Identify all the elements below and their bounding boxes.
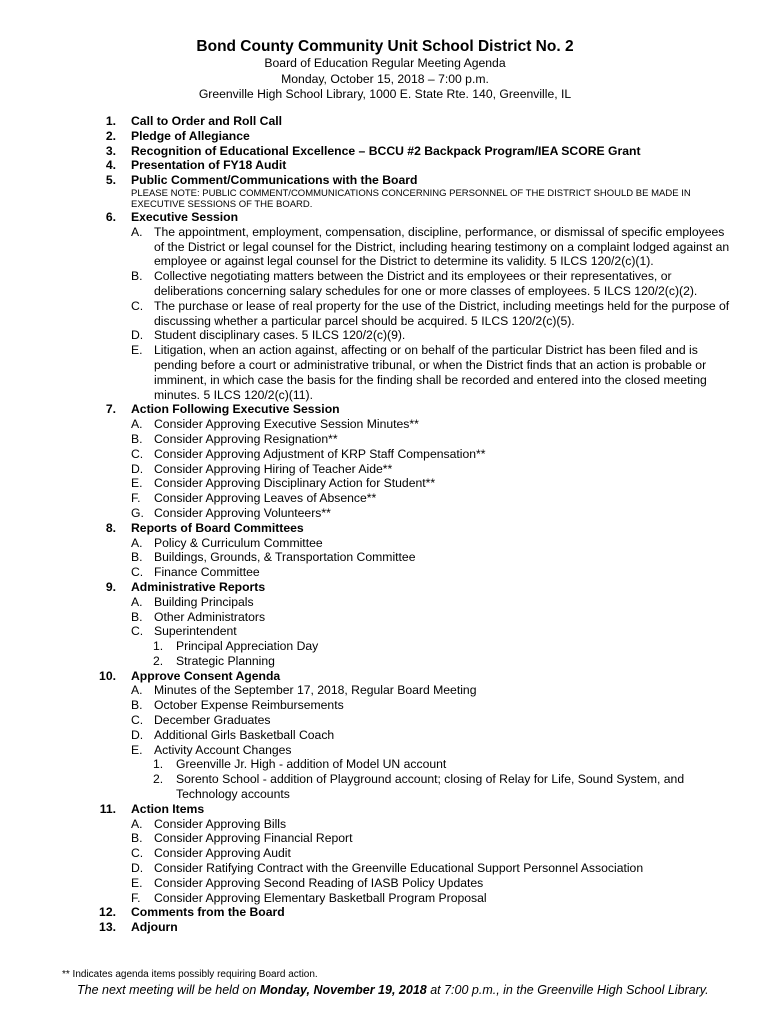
agenda-item — [92, 129, 732, 144]
agenda-subitem-letter: A. — [131, 417, 143, 432]
agenda-item-title: Approve Consent Agenda — [131, 668, 281, 683]
agenda-item-title: Action Following Executive Session — [131, 402, 340, 417]
agenda-subitem — [131, 610, 732, 625]
agenda-subitem-letter: G. — [131, 505, 144, 520]
agenda-subsubitem — [131, 654, 732, 669]
agenda-item-title: Adjourn — [131, 920, 178, 935]
meeting-location: Greenville High School Library, 1000 E. State Rte. 140, Greenville, IL — [198, 87, 572, 101]
agenda-item — [92, 802, 732, 906]
agenda-subitem-text: Collective negotiating matters between the District and its employees or their representatives, or deliberations concerning salary schedules for one or more classes of employees. 5 ILCS 120/2(c)(2). — [154, 269, 698, 298]
agenda-item — [92, 920, 732, 935]
agenda-subsubitem-text: Greenville Jr. High - addition of Model UN account — [176, 757, 447, 772]
agenda-subitem — [131, 462, 732, 477]
agenda-item-title: Call to Order and Roll Call — [131, 114, 283, 128]
agenda-subitem-letter: D. — [131, 861, 144, 876]
agenda-subitem — [131, 343, 732, 402]
agenda-subitem-text: Consider Approving Hiring of Teacher Aide** — [154, 461, 393, 476]
agenda-subitem-letter: C. — [131, 565, 144, 580]
district-title: Bond County Community Unit School District No. 2 — [196, 38, 574, 55]
footnote: ** Indicates agenda items possibly requiring Board action. — [62, 969, 318, 980]
agenda-subitem-text: Building Principals — [154, 594, 254, 609]
agenda-subitem-text: Consider Approving Second Reading of IASB Policy Updates — [154, 875, 484, 890]
agenda-subitem-text: December Graduates — [154, 713, 271, 728]
agenda-subsubitem-text: Principal Appreciation Day — [176, 639, 319, 654]
agenda-subitem-letter: E. — [131, 742, 143, 757]
agenda-subitem — [131, 624, 732, 639]
agenda-item-title: Presentation of FY18 Audit — [131, 158, 287, 173]
agenda-item-title: Administrative Reports — [131, 579, 266, 594]
agenda-item-note: PLEASE NOTE: PUBLIC COMMENT/COMMUNICATIONS CONCERNING PERSONNEL OF THE DISTRICT SHOULD BE MADE IN EXECUTIVE SESSIONS OF THE BOARD. — [131, 187, 691, 210]
agenda-item-number: 4. — [105, 158, 116, 173]
agenda-item-number: 11. — [99, 801, 116, 816]
agenda-subitem — [131, 861, 732, 876]
agenda-subitem — [131, 417, 732, 432]
agenda-subsubitem — [131, 639, 732, 654]
agenda-subitem — [131, 683, 732, 698]
agenda-subitem — [131, 491, 732, 506]
agenda-subitem-text: Activity Account Changes — [154, 742, 292, 757]
agenda-subitem-letter: A. — [131, 535, 143, 550]
agenda-subitem-letter: C. — [131, 298, 144, 313]
agenda-subitem — [131, 876, 732, 891]
agenda-item — [92, 158, 732, 173]
agenda-subitem — [131, 565, 732, 580]
next-meeting-prefix: The next meeting will be held on — [77, 983, 260, 997]
agenda-subitem — [131, 447, 732, 462]
agenda-item-number: 13. — [99, 920, 116, 935]
next-meeting — [77, 983, 709, 998]
agenda-item-title: Reports of Board Committees — [131, 520, 304, 535]
agenda-item-number: 5. — [105, 173, 116, 188]
agenda-subitem — [131, 550, 732, 565]
agenda-item-number: 1. — [105, 114, 116, 128]
agenda-subitem-letter: A. — [131, 816, 143, 831]
agenda-item — [92, 521, 732, 580]
agenda-subitem-letter: D. — [131, 461, 144, 476]
agenda-subitem-letter: B. — [131, 609, 143, 624]
agenda-item — [92, 173, 732, 210]
agenda-subitem-letter: B. — [131, 269, 143, 284]
agenda-item-title: Pledge of Allegiance — [131, 128, 250, 143]
agenda-item — [92, 669, 732, 802]
agenda-header — [0, 38, 770, 103]
agenda-subitem-letter: E. — [131, 343, 143, 358]
agenda-subitem — [131, 506, 732, 521]
agenda-subitem-letter: B. — [131, 550, 143, 565]
agenda-item-number: 10. — [99, 668, 116, 683]
agenda-subitem-letter: E. — [131, 476, 143, 491]
agenda-item — [92, 210, 732, 402]
agenda-item-number: 2. — [105, 128, 116, 143]
agenda-subsubitem-text: Sorento School - addition of Playground account; closing of Relay for Life, Sound System, and Technology accounts — [176, 772, 685, 802]
agenda-item-title: Public Comment/Communications with the Board — [131, 173, 418, 188]
agenda-subitem-text: Student disciplinary cases. 5 ILCS 120/2(c)(9). — [154, 328, 406, 343]
agenda-subitem-text: Additional Girls Basketball Coach — [154, 727, 335, 742]
agenda-subitem — [131, 817, 732, 832]
agenda-subitem-text: Consider Ratifying Contract with the Greenville Educational Support Personnel Association — [154, 861, 644, 876]
agenda-subitem-text: Finance Committee — [154, 565, 260, 580]
agenda-subsubitem — [131, 772, 732, 802]
agenda-subitem-text: Consider Approving Bills — [154, 816, 287, 831]
agenda-subitem-letter: B. — [131, 431, 143, 446]
next-meeting-suffix: at 7:00 p.m., in the Greenville High School Library. — [426, 983, 709, 997]
agenda-subitem — [131, 698, 732, 713]
meeting-type: Board of Education Regular Meeting Agenda — [264, 56, 506, 70]
agenda-subitem-text: Other Administrators — [154, 609, 266, 624]
agenda-subsubitem-number: 2. — [153, 772, 164, 787]
agenda-subitem-text: Superintendent — [154, 624, 237, 639]
agenda-subitem — [131, 831, 732, 846]
agenda-subitem — [131, 713, 732, 728]
agenda-subitem-text: Litigation, when an action against, affecting or on behalf of the particular District has been filed and is pending before a court or administrative tribunal, or when the District finds that an action is probable or imminent, in which case the basis for the finding shall be recorded and entered into the closed meeting minutes. 5 ILCS 120/2(c)(11). — [154, 343, 707, 402]
agenda-subitem-text: Consider Approving Elementary Basketball Program Proposal — [154, 890, 487, 905]
agenda-item-number: 7. — [105, 402, 116, 417]
agenda-item — [92, 905, 732, 920]
agenda-subitem-text: Consider Approving Leaves of Absence** — [154, 491, 377, 506]
agenda-list — [92, 114, 732, 935]
agenda-subitem-letter: E. — [131, 875, 143, 890]
agenda-item — [92, 114, 732, 129]
agenda-subitem — [131, 476, 732, 491]
agenda-subitem-letter: F. — [131, 890, 141, 905]
agenda-subitem-letter: C. — [131, 846, 144, 861]
agenda-subitem-text: Buildings, Grounds, & Transportation Committee — [154, 550, 416, 565]
agenda-subitem — [131, 299, 732, 329]
agenda-subitem — [131, 728, 732, 743]
agenda-item — [92, 402, 732, 520]
agenda-subitem-text: Policy & Curriculum Committee — [154, 535, 323, 550]
agenda-item — [92, 580, 732, 669]
next-meeting-date: Monday, November 19, 2018 — [259, 983, 427, 997]
agenda-subitem — [131, 328, 732, 343]
agenda-subitem-text: Consider Approving Resignation** — [154, 431, 338, 446]
agenda-subitem — [131, 225, 732, 269]
agenda-subitem-letter: C. — [131, 624, 144, 639]
agenda-item-number: 12. — [99, 905, 116, 920]
agenda-subitem-text: The purchase or lease of real property for the use of the District, including meetings held for the purpose of discussing whether a particular parcel should be acquired. 5 ILCS 120/2(c)(5). — [154, 298, 730, 328]
agenda-subitem-text: October Expense Reimbursements — [154, 698, 344, 713]
agenda-subitem-letter: B. — [131, 831, 143, 846]
agenda-item-title: Action Items — [131, 801, 205, 816]
agenda-subitem — [131, 269, 732, 299]
agenda-subitem-text: Consider Approving Disciplinary Action for Student** — [154, 476, 436, 491]
agenda-subitem-text: Consider Approving Adjustment of KRP Staff Compensation** — [154, 446, 486, 461]
agenda-subitem-text: The appointment, employment, compensation, discipline, performance, or dismissal of specific employees of the District or legal counsel for the District, including hearing testimony on a complaint lodged against an employee or against legal counsel for the District to determine its validity. 5 ILCS 120/2(c)(1). — [154, 224, 730, 269]
agenda-item-number: 9. — [105, 579, 116, 594]
agenda-subitem — [131, 743, 732, 758]
agenda-subitem-letter: C. — [131, 713, 144, 728]
agenda-subitem-letter: D. — [131, 328, 144, 343]
agenda-item-number: 6. — [105, 209, 116, 224]
agenda-subitem-letter: C. — [131, 446, 144, 461]
agenda-subitem-letter: F. — [131, 491, 141, 506]
agenda-subitem — [131, 536, 732, 551]
agenda-item-number: 3. — [105, 143, 116, 158]
agenda-subsubitem-text: Strategic Planning — [176, 653, 275, 668]
meeting-datetime: Monday, October 15, 2018 – 7:00 p.m. — [281, 71, 489, 86]
agenda-subitem — [131, 891, 732, 906]
agenda-subitem-text: Consider Approving Financial Report — [154, 831, 353, 846]
agenda-subitem — [131, 846, 732, 861]
agenda-item — [92, 144, 732, 159]
agenda-item-number: 8. — [105, 520, 116, 535]
agenda-subsubitem-number: 1. — [153, 639, 164, 654]
agenda-subitem — [131, 432, 732, 447]
agenda-subsubitem-number: 2. — [153, 653, 164, 668]
agenda-subitem-letter: A. — [131, 594, 143, 609]
agenda-subitem-text: Consider Approving Executive Session Minutes** — [154, 417, 419, 432]
agenda-item-title: Recognition of Educational Excellence – BCCU #2 Backpack Program/IEA SCORE Grant — [131, 143, 641, 158]
agenda-subitem — [131, 595, 732, 610]
agenda-item-title: Executive Session — [131, 209, 239, 224]
agenda-subitem-text: Consider Approving Audit — [154, 846, 291, 861]
agenda-subitem-letter: A. — [131, 224, 143, 239]
agenda-subitem-text: Consider Approving Volunteers** — [154, 505, 331, 520]
agenda-subitem-letter: A. — [131, 683, 143, 698]
agenda-subitem-text: Minutes of the September 17, 2018, Regular Board Meeting — [154, 683, 477, 698]
agenda-subsubitem-number: 1. — [153, 757, 164, 772]
agenda-subitem-letter: B. — [131, 698, 143, 713]
agenda-item-title: Comments from the Board — [131, 905, 285, 920]
agenda-subsubitem — [131, 757, 732, 772]
agenda-subitem-letter: D. — [131, 727, 144, 742]
